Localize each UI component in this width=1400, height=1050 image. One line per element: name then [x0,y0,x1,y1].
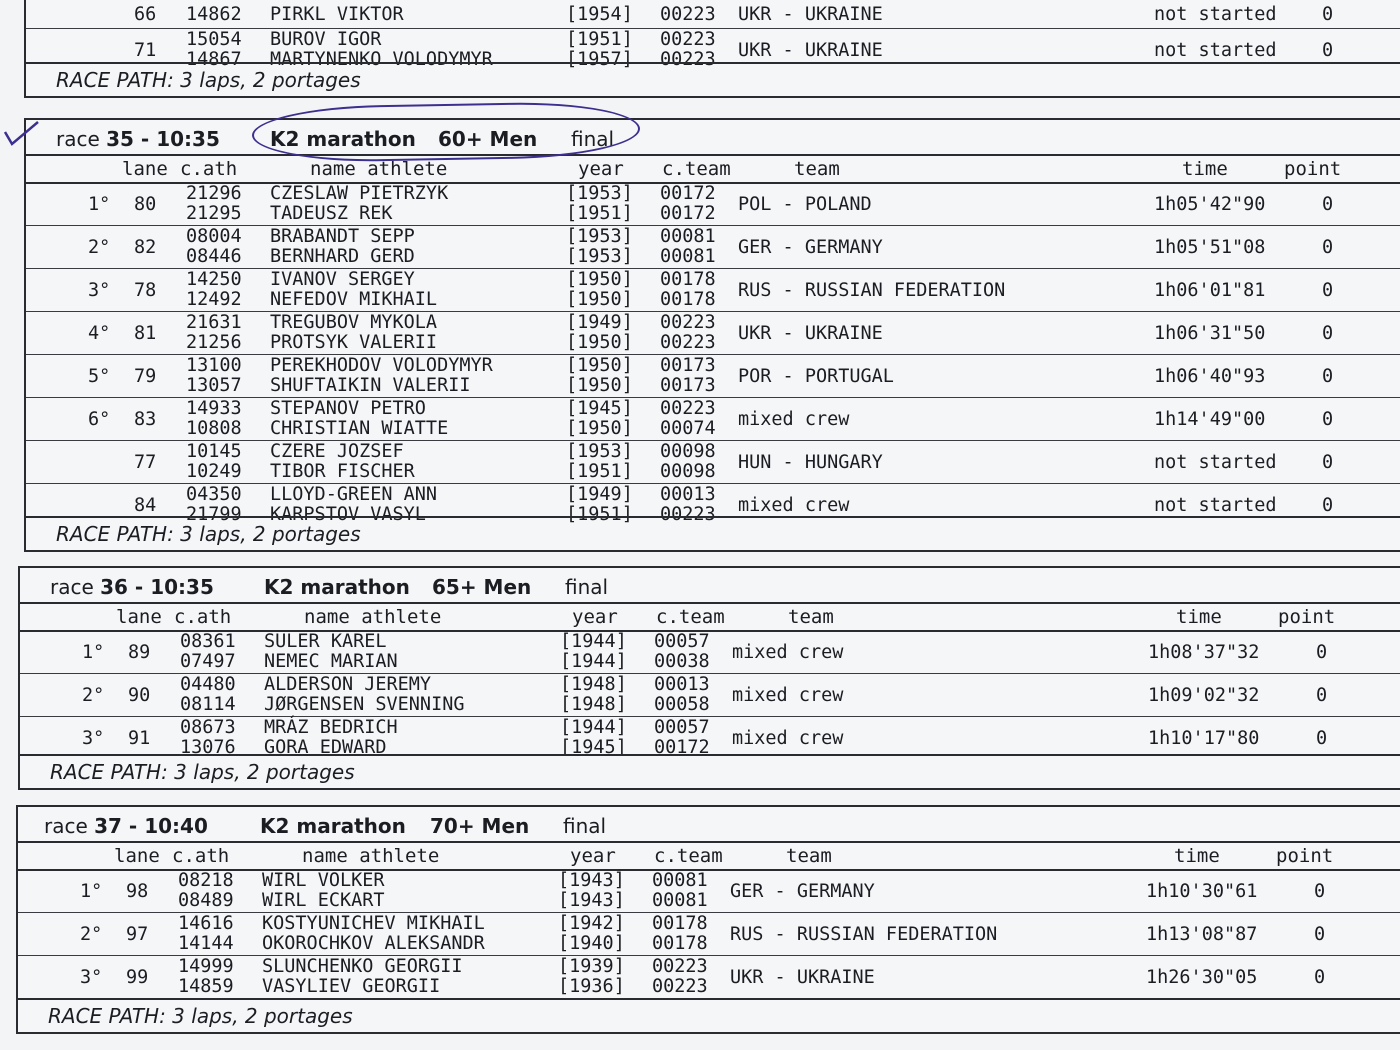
team-code: 00223 [660,398,716,419]
birth-year: [1948] [560,674,627,695]
athlete-code: 07497 [180,651,236,672]
athlete-code: 08004 [186,226,242,247]
finish-time: 1h10'17"80 [1148,728,1260,749]
category: 60+ Men [438,127,538,151]
birth-year: [1950] [566,289,633,310]
athlete-name: IVANOV SERGEY [270,269,415,290]
birth-year: [1944] [560,651,627,672]
athlete-code: 08673 [180,717,236,738]
athlete-name: LLOYD-GREEN ANN [270,484,438,505]
athlete-code: 08361 [180,631,236,652]
table-row [20,716,1400,759]
phase: final [565,575,609,599]
finish-time: 1h26'30"05 [1146,967,1258,988]
athlete-name: PEREKHODOV VOLODYMYR [270,355,493,376]
col-lane: lane [122,158,168,180]
athlete-code: 10145 [186,441,242,462]
col-cteam: c.team [654,845,723,867]
athlete-code: 14144 [178,933,234,954]
col-year: year [570,845,616,867]
place: 2° [80,924,103,945]
col-time: time [1174,845,1220,867]
phase: final [571,127,615,151]
race-path: RACE PATH: 3 laps, 2 portages [26,516,1400,550]
team-code: 00081 [652,890,708,911]
category: 65+ Men [432,575,532,599]
birth-year: [1936] [558,976,625,997]
table-row [26,268,1400,312]
finish-time: 1h14'49"00 [1154,409,1266,430]
lane-number: 98 [126,881,149,902]
col-name: name athlete [304,606,442,628]
points: 0 [1322,40,1334,61]
athlete-code: 13076 [180,737,236,758]
finish-time: 1h05'51"08 [1154,237,1266,258]
col-point: point [1276,845,1334,867]
team-code: 00057 [654,717,710,738]
finish-time: 1h06'40"93 [1154,366,1266,387]
col-cath: c.ath [174,606,232,628]
team-code: 00172 [654,737,710,758]
points: 0 [1322,280,1334,301]
birth-year: [1944] [560,631,627,652]
place: 1° [82,642,105,663]
place: 2° [82,685,105,706]
athlete-code: 13100 [186,355,242,376]
team-code: 00081 [660,246,716,267]
col-cath: c.ath [180,158,238,180]
team-code: 00173 [660,375,716,396]
athlete-code: 10249 [186,461,242,482]
team-name: POR - PORTUGAL [738,366,894,387]
birth-year: [1950] [566,355,633,376]
team-code: 00074 [660,418,716,439]
lane-number: 81 [134,323,157,344]
lane-number: 89 [128,642,151,663]
athlete-code: 12492 [186,289,242,310]
team-code: 00223 [660,4,716,25]
athlete-name: GORA EDWARD [264,737,387,758]
col-cteam: c.team [662,158,731,180]
team-code: 00081 [652,870,708,891]
event-name: K2 marathon [270,127,416,151]
athlete-code: 10808 [186,418,242,439]
table-row [18,869,1400,913]
birth-year: [1953] [566,246,633,267]
race-header [20,568,1400,604]
place: 1° [88,194,111,215]
team-name: RUS - RUSSIAN FEDERATION [730,924,998,945]
team-code: 00178 [652,913,708,934]
athlete-name: TADEUSZ REK [270,203,393,224]
column-header [18,843,1400,871]
athlete-name: CZERE JOZSEF [270,441,404,462]
athlete-name: KARPSTOV VASYL [270,504,426,525]
athlete-code: 21295 [186,203,242,224]
points: 0 [1322,4,1334,25]
place: 1° [80,881,103,902]
athlete-name: BUROV IGOR [270,29,382,50]
athlete-name: NEMEC MARIAN [264,651,398,672]
athlete-code: 14250 [186,269,242,290]
col-cteam: c.team [656,606,725,628]
birth-year: [1953] [566,183,633,204]
birth-year: [1945] [560,737,627,758]
finish-time: not started [1154,4,1277,25]
birth-year: [1951] [566,461,633,482]
lane-number: 82 [134,237,157,258]
points: 0 [1316,728,1328,749]
athlete-name: VASYLIEV GEORGII [262,976,441,997]
points: 0 [1314,967,1326,988]
athlete-name: NEFEDOV MIKHAIL [270,289,438,310]
column-header [20,604,1400,632]
athlete-name: JØRGENSEN SVENNING [264,694,465,715]
race-number: 37 - 10:40 [94,814,208,838]
birth-year: [1949] [566,484,633,505]
team-name: mixed crew [738,409,850,430]
points: 0 [1316,685,1328,706]
table-row [26,397,1400,441]
table-row [26,0,1400,29]
team-code: 00223 [660,312,716,333]
birth-year: [1939] [558,956,625,977]
race-number: 35 - 10:35 [106,127,220,151]
table-row [20,630,1400,674]
athlete-code: 14933 [186,398,242,419]
points: 0 [1316,642,1328,663]
birth-year: [1950] [566,375,633,396]
col-lane: lane [116,606,162,628]
col-team: team [786,845,832,867]
lane-number: 66 [134,4,157,25]
athlete-code: 08218 [178,870,234,891]
race-header [26,120,1400,156]
birth-year: [1949] [566,312,633,333]
athlete-code: 14859 [178,976,234,997]
athlete-name: TREGUBOV MYKOLA [270,312,438,333]
athlete-name: TIBOR FISCHER [270,461,415,482]
place: 3° [82,728,105,749]
lane-number: 99 [126,967,149,988]
athlete-code: 21256 [186,332,242,353]
col-name: name athlete [302,845,440,867]
birth-year: [1950] [566,418,633,439]
table-row [26,440,1400,484]
race-number: 36 - 10:35 [100,575,214,599]
team-code: 00223 [660,332,716,353]
check-mark-icon [2,120,42,150]
athlete-code: 14867 [186,49,242,70]
col-point: point [1284,158,1342,180]
col-team: team [794,158,840,180]
team-code: 00173 [660,355,716,376]
team-code: 00178 [660,269,716,290]
table-row [26,311,1400,355]
team-name: UKR - UKRAINE [730,967,875,988]
birth-year: [1940] [558,933,625,954]
birth-year: [1943] [558,870,625,891]
finish-time: 1h05'42"90 [1154,194,1266,215]
athlete-name: STEPANOV PETRO [270,398,426,419]
category: 70+ Men [430,814,530,838]
race-path: RACE PATH: 3 laps, 2 portages [26,62,1400,96]
birth-year: [1951] [566,203,633,224]
team-code: 00178 [660,289,716,310]
team-code: 00038 [654,651,710,672]
team-name: HUN - HUNGARY [738,452,883,473]
birth-year: [1951] [566,29,633,50]
athlete-name: ALDERSON JEREMY [264,674,432,695]
finish-time: 1h06'01"81 [1154,280,1266,301]
lane-number: 79 [134,366,157,387]
athlete-name: BERNHARD GERD [270,246,415,267]
col-cath: c.ath [172,845,230,867]
athlete-name: CZESLAW PIETRZYK [270,183,449,204]
finish-time: not started [1154,40,1277,61]
col-year: year [572,606,618,628]
athlete-name: OKOROCHKOV ALEKSANDR [262,933,485,954]
team-code: 00013 [660,484,716,505]
athlete-name: SLUNCHENKO GEORGII [262,956,463,977]
athlete-code: 13057 [186,375,242,396]
athlete-name: SHUFTAIKIN VALERII [270,375,471,396]
team-code: 00178 [652,933,708,954]
team-name: UKR - UKRAINE [738,323,883,344]
team-code: 00172 [660,203,716,224]
col-team: team [788,606,834,628]
race-block-37 [16,805,1400,1034]
finish-time: 1h08'37"32 [1148,642,1260,663]
athlete-code: 08489 [178,890,234,911]
team-name: UKR - UKRAINE [738,4,883,25]
athlete-name: CHRISTIAN WIATTE [270,418,449,439]
birth-year: [1950] [566,269,633,290]
birth-year: [1957] [566,49,633,70]
place: 6° [88,409,111,430]
finish-time: 1h06'31"50 [1154,323,1266,344]
team-code: 00013 [654,674,710,695]
table-row [26,354,1400,398]
athlete-code: 15054 [186,29,242,50]
lane-number: 91 [128,728,151,749]
place: 3° [80,967,103,988]
team-code: 00223 [652,976,708,997]
athlete-name: MARTYNENKO VOLODYMYR [270,49,493,70]
team-name: UKR - UKRAINE [738,40,883,61]
athlete-name: SULER KAREL [264,631,387,652]
birth-year: [1948] [560,694,627,715]
athlete-code: 21799 [186,504,242,525]
team-code: 00223 [660,29,716,50]
athlete-name: PROTSYK VALERII [270,332,438,353]
athlete-name: MRÁZ BEDRICH [264,717,398,738]
table-row [26,225,1400,269]
table-row [20,673,1400,717]
team-code: 00098 [660,441,716,462]
col-lane: lane [114,845,160,867]
finish-time: not started [1154,452,1277,473]
team-name: mixed crew [732,685,844,706]
team-name: GER - GERMANY [730,881,875,902]
table-row [26,182,1400,226]
birth-year: [1953] [566,441,633,462]
race-path: RACE PATH: 3 laps, 2 portages [20,754,1400,788]
col-point: point [1278,606,1336,628]
birth-year: [1945] [566,398,633,419]
lane-number: 90 [128,685,151,706]
lane-number: 77 [134,452,157,473]
team-code: 00223 [660,504,716,525]
place: 3° [88,280,111,301]
col-name: name athlete [310,158,448,180]
birth-year: [1954] [566,4,633,25]
points: 0 [1314,924,1326,945]
athlete-name: PIRKL VIKTOR [270,4,404,25]
phase: final [563,814,607,838]
place: 5° [88,366,111,387]
team-name: mixed crew [738,495,850,516]
finish-time: not started [1154,495,1277,516]
athlete-code: 14862 [186,4,242,25]
athlete-name: WIRL ECKART [262,890,385,911]
team-code: 00223 [660,49,716,70]
athlete-code: 14616 [178,913,234,934]
race-header [18,807,1400,843]
athlete-name: BRABANDT SEPP [270,226,415,247]
athlete-code: 04480 [180,674,236,695]
race-block-36 [18,566,1400,790]
race-label: race [44,814,88,838]
table-row [26,28,1400,70]
lane-number: 80 [134,194,157,215]
team-code: 00223 [652,956,708,977]
race-label: race [50,575,94,599]
team-name: POL - POLAND [738,194,872,215]
lane-number: 97 [126,924,149,945]
race-path: RACE PATH: 3 laps, 2 portages [18,998,1400,1032]
finish-time: 1h09'02"32 [1148,685,1260,706]
athlete-code: 08446 [186,246,242,267]
points: 0 [1314,881,1326,902]
athlete-code: 14999 [178,956,234,977]
athlete-code: 04350 [186,484,242,505]
table-row [18,955,1400,998]
team-name: mixed crew [732,728,844,749]
place: 4° [88,323,111,344]
race-block-previous [24,0,1400,98]
table-row [18,912,1400,956]
col-time: time [1176,606,1222,628]
team-code: 00057 [654,631,710,652]
team-code: 00058 [654,694,710,715]
event-name: K2 marathon [260,814,406,838]
athlete-code: 21631 [186,312,242,333]
athlete-code: 21296 [186,183,242,204]
athlete-name: WIRL VOLKER [262,870,385,891]
birth-year: [1943] [558,890,625,911]
points: 0 [1322,495,1334,516]
birth-year: [1942] [558,913,625,934]
team-name: RUS - RUSSIAN FEDERATION [738,280,1006,301]
lane-number: 78 [134,280,157,301]
event-name: K2 marathon [264,575,410,599]
points: 0 [1322,409,1334,430]
points: 0 [1322,194,1334,215]
col-year: year [578,158,624,180]
col-time: time [1182,158,1228,180]
race-label: race [56,127,100,151]
column-header [26,156,1400,184]
finish-time: 1h13'08"87 [1146,924,1258,945]
points: 0 [1322,323,1334,344]
birth-year: [1950] [566,332,633,353]
birth-year: [1953] [566,226,633,247]
birth-year: [1951] [566,504,633,525]
points: 0 [1322,452,1334,473]
points: 0 [1322,366,1334,387]
team-name: mixed crew [732,642,844,663]
team-name: GER - GERMANY [738,237,883,258]
team-code: 00081 [660,226,716,247]
lane-number: 84 [134,495,157,516]
lane-number: 83 [134,409,157,430]
race-block-35 [24,118,1400,552]
team-code: 00098 [660,461,716,482]
team-code: 00172 [660,183,716,204]
athlete-name: KOSTYUNICHEV MIKHAIL [262,913,485,934]
finish-time: 1h10'30"61 [1146,881,1258,902]
place: 2° [88,237,111,258]
lane-number: 71 [134,40,157,61]
birth-year: [1944] [560,717,627,738]
athlete-code: 08114 [180,694,236,715]
points: 0 [1322,237,1334,258]
